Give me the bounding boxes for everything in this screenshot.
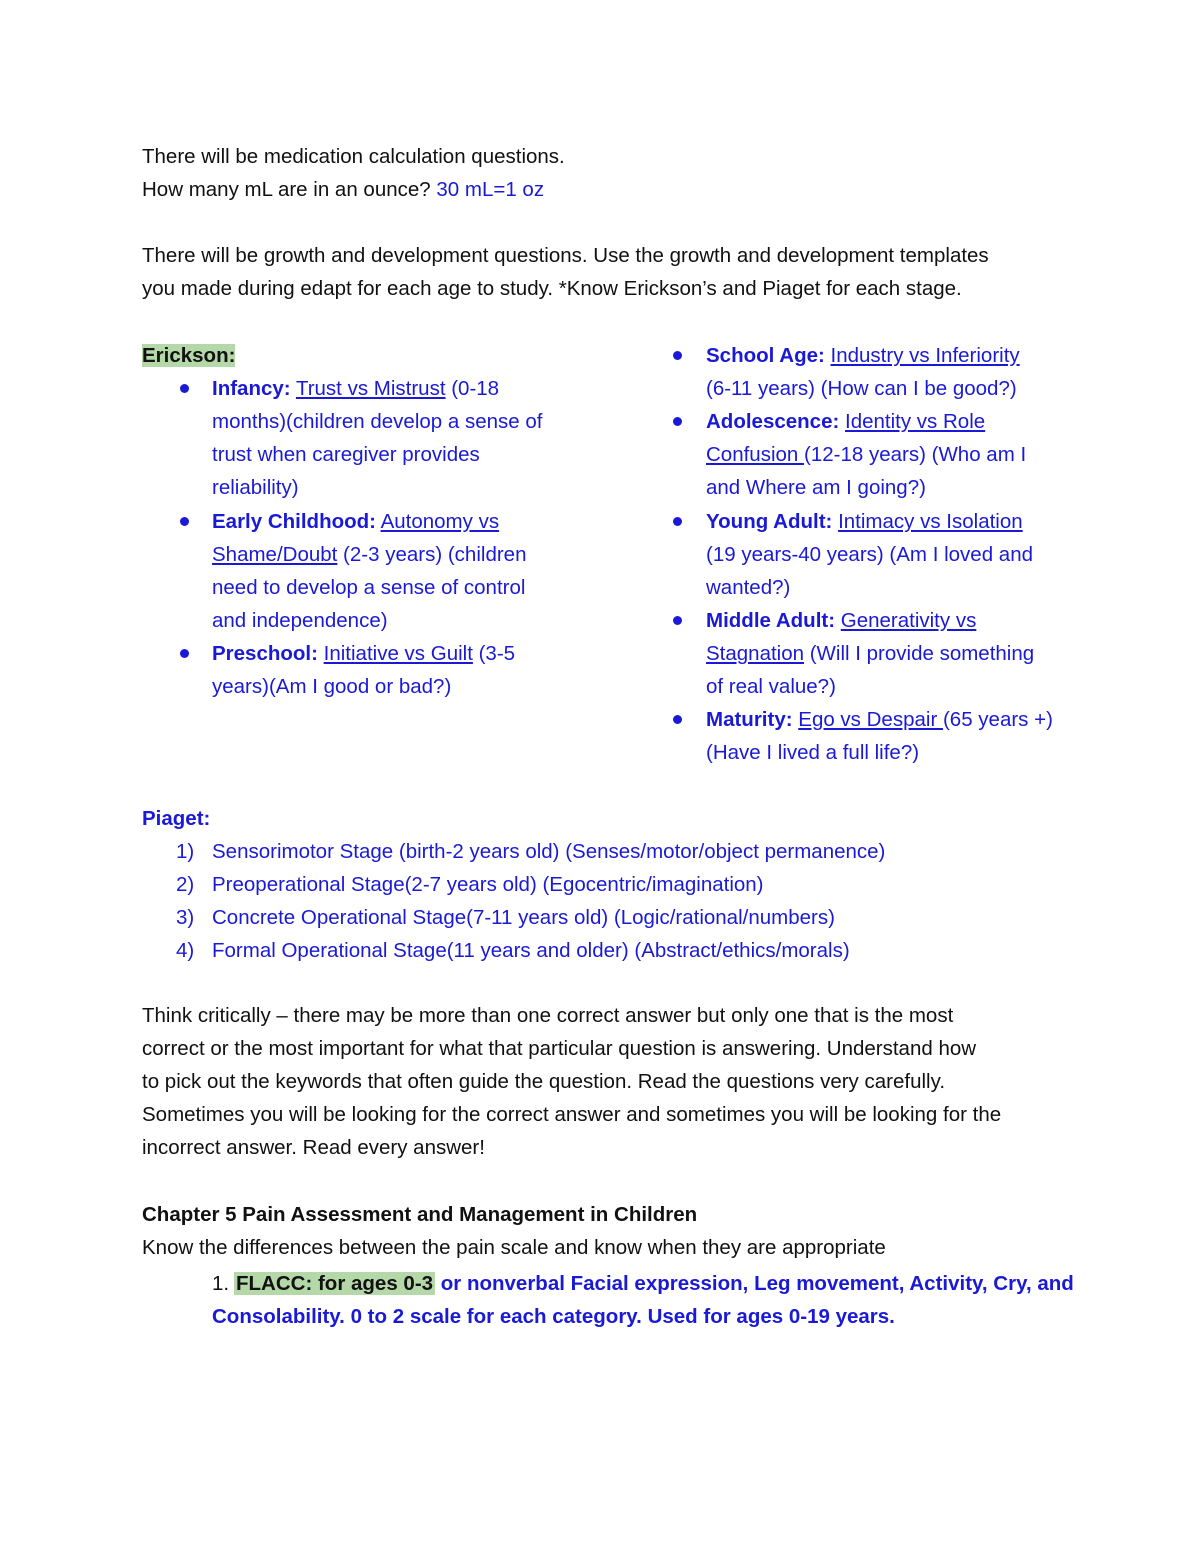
infancy-line-4: reliability) [212,476,299,499]
young-adult-line-3: wanted?) [706,576,791,599]
bullet-icon [673,616,682,625]
early-childhood-line-2: Shame/Doubt (2-3 years) (children [212,543,527,566]
ounce-question: How many mL are in an ounce? [142,178,431,201]
early-childhood-line-3: need to develop a sense of control [212,576,526,599]
adolescence-line-1: Adolescence: Identity vs Role [706,410,986,433]
preschool-line-2: years)(Am I good or bad?) [212,675,452,698]
intro-line-2 [142,173,544,206]
flacc-label: FLACC: for ages 0-3 [236,1272,434,1295]
think-line-5: incorrect answer. Read every answer! [142,1136,485,1159]
piaget-num-3: 3) [176,906,195,929]
infancy-line-3: trust when caregiver provides [212,443,480,466]
erickson-heading: Erickson: [142,344,236,367]
bullet-icon [673,715,682,724]
school-age-line-1: School Age: Industry vs Inferiority [706,344,1020,367]
bullet-icon [673,351,682,360]
ounce-answer: 30 mL=1 oz [436,178,545,201]
piaget-num-4: 4) [176,939,195,962]
flacc-line-2: Consolability. 0 to 2 scale for each category. Used for ages 0-19 years. [212,1305,895,1328]
bullet-icon [180,517,189,526]
school-age-line-2: (6-11 years) (How can I be good?) [706,377,1017,400]
piaget-item-2: Preoperational Stage(2-7 years old) (Egocentric/imagination) [212,873,764,896]
bullet-icon [673,517,682,526]
chapter-title: Chapter 5 Pain Assessment and Management in Children [142,1203,698,1226]
infancy-line-2: months)(children develop a sense of [212,410,543,433]
piaget-heading: Piaget: [142,807,211,830]
preschool-line-1: Preschool: Initiative vs Guilt (3-5 [212,642,516,665]
bullet-icon [180,649,189,658]
flacc-num: 1. [212,1272,230,1295]
think-line-2: correct or the most important for what that particular question is answering. Understand how [142,1037,977,1060]
middle-adult-line-1: Middle Adult: Generativity vs [706,609,977,632]
maturity-line-1: Maturity: Ego vs Despair (65 years +) [706,708,1053,731]
intro-line-1: There will be medication calculation questions. [142,145,565,168]
piaget-num-2: 2) [176,873,195,896]
intro-line-4: you made during edapt for each age to study. *Know Erickson’s and Piaget for each stage. [142,277,962,300]
infancy-line-1: Infancy: Trust vs Mistrust (0-18 [212,377,500,400]
adolescence-line-3: and Where am I going?) [706,476,926,499]
early-childhood-line-1: Early Childhood: Autonomy vs [212,510,500,533]
piaget-num-1: 1) [176,840,195,863]
think-line-3: to pick out the keywords that often guide the question. Read the questions very carefully. [142,1070,946,1093]
middle-adult-line-3: of real value?) [706,675,836,698]
intro-line-3: There will be growth and development questions. Use the growth and development templates [142,244,989,267]
middle-adult-line-2: Stagnation (Will I provide something [706,642,1035,665]
think-line-1: Think critically – there may be more than one correct answer but only one that is the most [142,1004,954,1027]
young-adult-line-2: (19 years-40 years) (Am I loved and [706,543,1033,566]
piaget-item-1: Sensorimotor Stage (birth-2 years old) (Senses/motor/object permanence) [212,840,886,863]
early-childhood-line-4: and independence) [212,609,388,632]
bullet-icon [180,384,189,393]
adolescence-line-2: Confusion (12-18 years) (Who am I [706,443,1027,466]
piaget-item-4: Formal Operational Stage(11 years and older) (Abstract/ethics/morals) [212,939,850,962]
flacc-line-1: FLACC: for ages 0-3 or nonverbal Facial expression, Leg movement, Activity, Cry, and [236,1272,1074,1295]
chapter-subtitle: Know the differences between the pain scale and know when they are appropriate [142,1236,886,1259]
bullet-icon [673,417,682,426]
think-line-4: Sometimes you will be looking for the correct answer and sometimes you will be looking for the [142,1103,1002,1126]
young-adult-line-1: Young Adult: Intimacy vs Isolation [706,510,1023,533]
piaget-item-3: Concrete Operational Stage(7-11 years old) (Logic/rational/numbers) [212,906,835,929]
maturity-line-2: (Have I lived a full life?) [706,741,920,764]
